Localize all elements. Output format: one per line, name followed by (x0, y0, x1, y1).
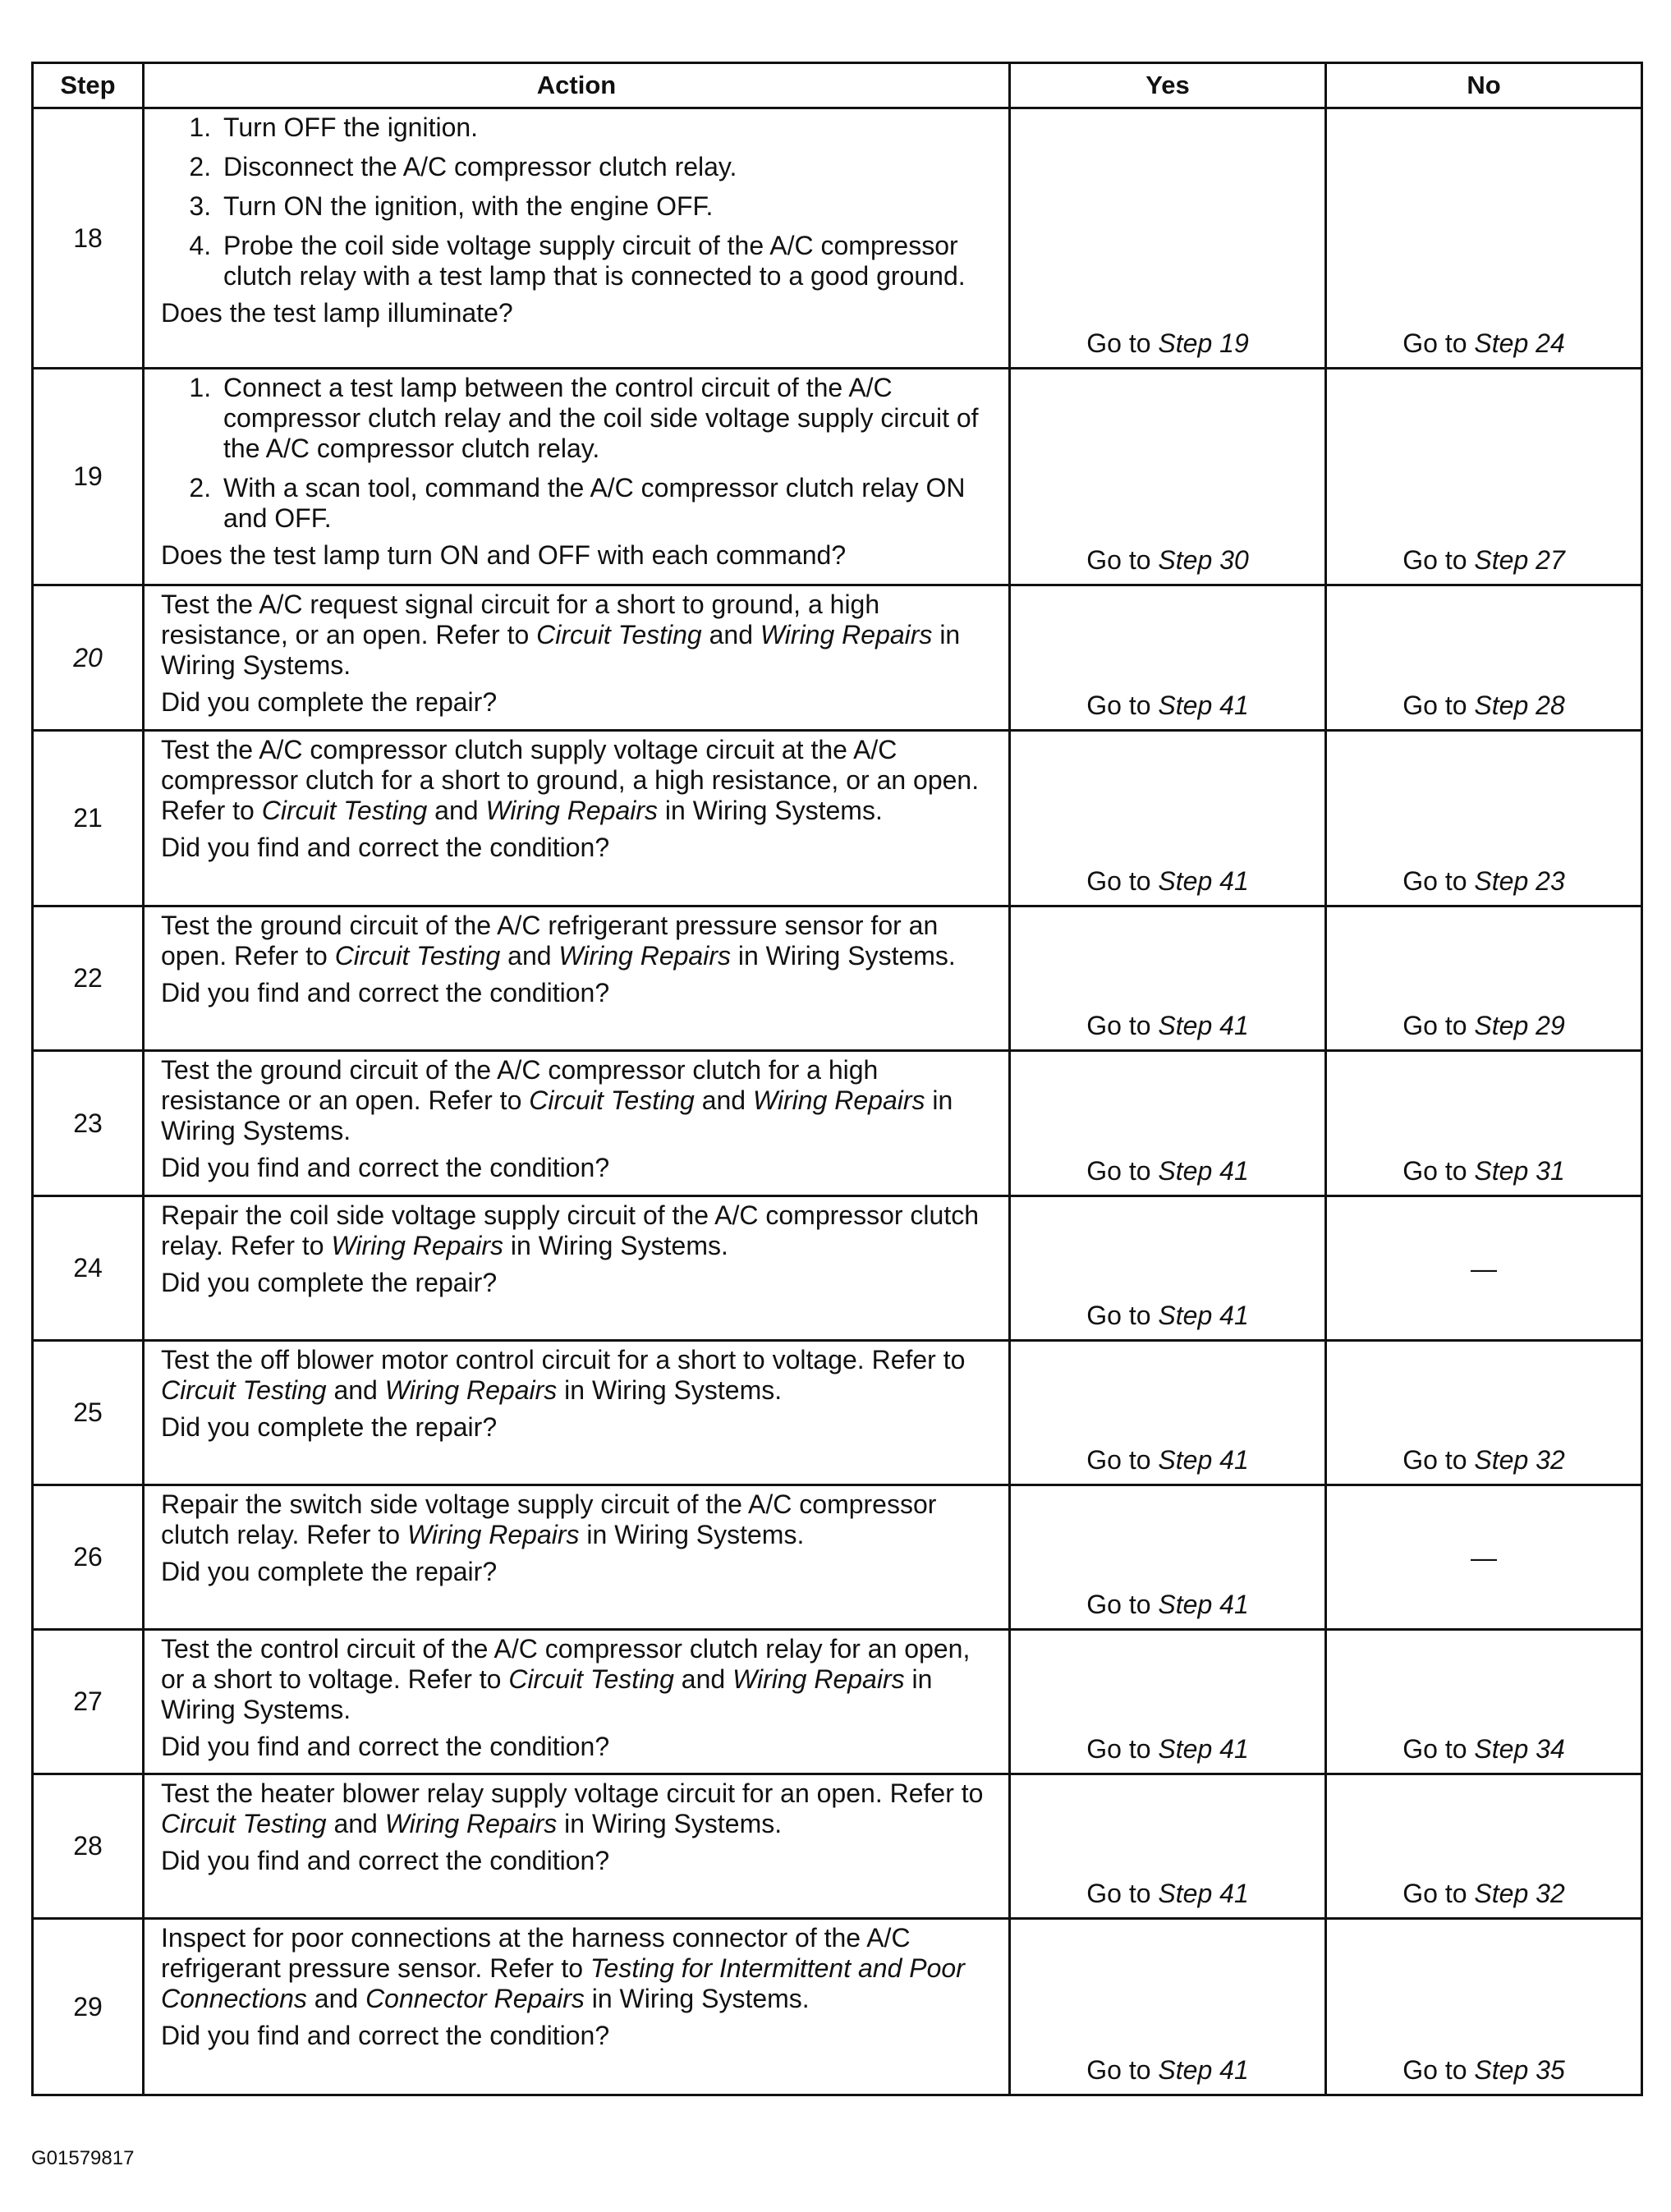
step-number: 24 (33, 1196, 144, 1341)
emphasis-text: Circuit Testing (536, 620, 702, 649)
goto-step-reference: Step 32 (1474, 1879, 1565, 1908)
goto-step-reference: Step 41 (1158, 1301, 1249, 1330)
goto-label: Go to (1086, 1156, 1159, 1186)
action-text: in Wiring Systems. (579, 1520, 805, 1549)
action-text: in Wiring Systems. (503, 1231, 728, 1260)
action-text: in Wiring Systems. (557, 1375, 783, 1405)
table-row (33, 369, 1642, 585)
action-description (161, 1200, 997, 1261)
action-text: Disconnect the A/C compressor clutch relay. (223, 152, 737, 181)
table-row (33, 585, 1642, 731)
table-row (33, 1630, 1642, 1774)
goto-label: Go to (1402, 545, 1475, 575)
action-cell (144, 1196, 1010, 1341)
no-result (1326, 906, 1642, 1051)
action-cell (144, 1485, 1010, 1630)
yes-result (1010, 1774, 1326, 1919)
action-question: Did you complete the repair? (161, 1268, 498, 1297)
emphasis-text: Wiring Repairs (485, 796, 658, 825)
yes-result (1010, 1341, 1326, 1485)
action-text: Test the control circuit of the A/C compressor clutch relay for an open, or a short to voltage. Refer to (161, 1634, 971, 1694)
no-result (1326, 369, 1642, 585)
goto-step-reference: Step 41 (1158, 2055, 1249, 2085)
no-result (1326, 585, 1642, 731)
emphasis-text: Testing for Intermittent and Poor Connections (161, 1953, 965, 2013)
action-cell (144, 585, 1010, 731)
no-result (1326, 731, 1642, 906)
yes-result (1010, 906, 1326, 1051)
action-text: and (673, 1664, 733, 1694)
goto-label: Go to (1402, 1011, 1475, 1040)
step-number: 26 (33, 1485, 144, 1630)
goto-step-reference: Step 23 (1474, 866, 1565, 896)
action-description (161, 735, 997, 826)
action-step-item (218, 152, 997, 182)
step-number: 27 (33, 1630, 144, 1774)
action-text: in Wiring Systems. (161, 1664, 933, 1724)
action-question: Did you complete the repair? (161, 1412, 498, 1442)
table-row (33, 1051, 1642, 1196)
goto-step-reference: Step 29 (1474, 1011, 1565, 1040)
action-text: With a scan tool, command the A/C compressor clutch relay ON and OFF. (223, 473, 966, 533)
emphasis-text: Circuit Testing (529, 1085, 695, 1115)
action-text: in Wiring Systems. (557, 1809, 783, 1838)
goto-label: Go to (1086, 1590, 1159, 1619)
goto-step-reference: Step 41 (1158, 1734, 1249, 1764)
goto-label: Go to (1086, 1734, 1159, 1764)
action-text: Test the A/C request signal circuit for a short to ground, a high resistance, or an open. Refer to (161, 590, 880, 649)
action-text: in Wiring Systems. (161, 1085, 953, 1145)
goto-label: Go to (1402, 2055, 1475, 2085)
step-number: 28 (33, 1774, 144, 1919)
goto-step-reference: Step 41 (1158, 1879, 1249, 1908)
step-number: 29 (33, 1919, 144, 2095)
no-result (1326, 1774, 1642, 1919)
yes-result (1010, 1485, 1326, 1630)
action-question: Did you find and correct the condition? (161, 1153, 610, 1182)
step-number: 19 (33, 369, 144, 585)
action-steps-list (161, 112, 997, 291)
action-text: Repair the coil side voltage supply circuit of the A/C compressor clutch relay. Refer to (161, 1200, 980, 1260)
table-row (33, 1919, 1642, 2095)
action-question: Did you find and correct the condition? (161, 2021, 610, 2050)
emphasis-text: Circuit Testing (261, 796, 428, 825)
action-question: Does the test lamp turn ON and OFF with each command? (161, 540, 847, 570)
action-text: Test the off blower motor control circuit for a short to voltage. Refer to (161, 1345, 966, 1374)
action-description (161, 1923, 997, 2014)
table-body (33, 108, 1642, 2095)
action-step-item (218, 112, 997, 143)
action-description (161, 1055, 997, 1146)
action-description (161, 911, 997, 971)
goto-label: Go to (1402, 866, 1475, 896)
action-step-item (218, 373, 997, 464)
yes-result (1010, 585, 1326, 731)
goto-label: Go to (1086, 1445, 1159, 1475)
emphasis-text: Wiring Repairs (406, 1520, 580, 1549)
diagnostic-table (31, 62, 1643, 2096)
no-result (1326, 1485, 1642, 1630)
goto-step-reference: Step 41 (1158, 691, 1249, 720)
yes-result (1010, 1919, 1326, 2095)
action-question: Did you complete the repair? (161, 687, 498, 717)
goto-step-reference: Step 35 (1474, 2055, 1565, 2085)
emphasis-text: Connector Repairs (365, 1984, 585, 2013)
action-description (161, 1634, 997, 1725)
table-row (33, 906, 1642, 1051)
action-cell (144, 1630, 1010, 1774)
goto-step-reference: Step 41 (1158, 1011, 1249, 1040)
goto-step-reference: Step 32 (1474, 1445, 1565, 1475)
emphasis-text: Wiring Repairs (384, 1809, 558, 1838)
header-action: Action (144, 63, 1010, 108)
no-result (1326, 1051, 1642, 1196)
table-row (33, 1485, 1642, 1630)
action-cell (144, 108, 1010, 369)
goto-step-reference: Step 30 (1158, 545, 1249, 575)
action-text: in Wiring Systems. (730, 941, 956, 971)
emphasis-text: Circuit Testing (334, 941, 501, 971)
goto-step-reference: Step 19 (1158, 328, 1249, 358)
emphasis-text: Circuit Testing (161, 1809, 327, 1838)
action-text: Turn ON the ignition, with the engine OFF. (223, 191, 714, 221)
action-text: Repair the switch side voltage supply circuit of the A/C compressor clutch relay. Refer to (161, 1489, 937, 1549)
goto-step-reference: Step 24 (1474, 328, 1565, 358)
action-question: Did you find and correct the condition? (161, 833, 610, 862)
action-question: Does the test lamp illuminate? (161, 298, 513, 328)
goto-step-reference: Step 31 (1474, 1156, 1565, 1186)
step-number: 25 (33, 1341, 144, 1485)
goto-label: Go to (1086, 691, 1159, 720)
action-question: Did you find and correct the condition? (161, 978, 610, 1007)
no-result (1326, 1196, 1642, 1341)
goto-label: Go to (1086, 2055, 1159, 2085)
action-step-item (218, 473, 997, 534)
action-question: Did you find and correct the condition? (161, 1846, 610, 1875)
goto-label: Go to (1402, 691, 1475, 720)
action-text: and (701, 620, 760, 649)
table-row (33, 1196, 1642, 1341)
goto-step-reference: Step 34 (1474, 1734, 1565, 1764)
action-question: Did you complete the repair? (161, 1557, 498, 1586)
goto-label: Go to (1086, 328, 1159, 358)
action-step-item (218, 231, 997, 291)
goto-label: Go to (1086, 545, 1159, 575)
goto-label: Go to (1086, 866, 1159, 896)
action-step-item (218, 191, 997, 222)
yes-result (1010, 369, 1326, 585)
action-text: Inspect for poor connections at the harness connector of the A/C refrigerant pressure sensor. Refer to (161, 1923, 911, 1983)
header-step: Step (33, 63, 144, 108)
action-text: and (306, 1984, 366, 2013)
action-text: Connect a test lamp between the control circuit of the A/C compressor clutch relay and the coil side voltage supply circuit of the A/C compressor clutch relay. (223, 373, 979, 463)
action-cell (144, 369, 1010, 585)
action-cell (144, 731, 1010, 906)
goto-label: Go to (1402, 1445, 1475, 1475)
action-cell (144, 1919, 1010, 2095)
action-description (161, 1345, 997, 1406)
header-row (33, 63, 1642, 108)
not-applicable-dash: — (1471, 1542, 1497, 1572)
action-text: in Wiring Systems. (658, 796, 883, 825)
goto-step-reference: Step 27 (1474, 545, 1565, 575)
yes-result (1010, 108, 1326, 369)
action-text: Test the heater blower relay supply voltage circuit for an open. Refer to (161, 1778, 984, 1808)
table-row (33, 1774, 1642, 1919)
emphasis-text: Wiring Repairs (558, 941, 731, 971)
action-text: and (326, 1375, 385, 1405)
goto-label: Go to (1086, 1011, 1159, 1040)
no-result (1326, 108, 1642, 369)
header-no: No (1326, 63, 1642, 108)
yes-result (1010, 1196, 1326, 1341)
goto-label: Go to (1086, 1301, 1159, 1330)
yes-result (1010, 1051, 1326, 1196)
action-text: Probe the coil side voltage supply circuit of the A/C compressor clutch relay with a test lamp that is connected to a good ground. (223, 231, 966, 291)
table-row (33, 108, 1642, 369)
goto-step-reference: Step 41 (1158, 1156, 1249, 1186)
goto-step-reference: Step 28 (1474, 691, 1565, 720)
goto-label: Go to (1402, 1879, 1475, 1908)
goto-step-reference: Step 41 (1158, 866, 1249, 896)
action-text: in Wiring Systems. (161, 620, 961, 680)
action-text: and (326, 1809, 385, 1838)
step-number: 22 (33, 906, 144, 1051)
action-text: Test the ground circuit of the A/C compressor clutch for a high resistance or an open. Refer to (161, 1055, 879, 1115)
action-description (161, 1489, 997, 1550)
action-text: Test the ground circuit of the A/C refrigerant pressure sensor for an open. Refer to (161, 911, 939, 971)
action-cell (144, 906, 1010, 1051)
table-row (33, 731, 1642, 906)
action-text: and (427, 796, 486, 825)
action-text: Test the A/C compressor clutch supply voltage circuit at the A/C compressor clutch for a short to ground, a high resistance, or an open. Refer to (161, 735, 980, 825)
goto-step-reference: Step 41 (1158, 1445, 1249, 1475)
table-row (33, 1341, 1642, 1485)
action-text: and (500, 941, 559, 971)
action-cell (144, 1051, 1010, 1196)
emphasis-text: Circuit Testing (508, 1664, 674, 1694)
action-description (161, 1778, 997, 1839)
document-id: G01579817 (31, 2147, 135, 2169)
emphasis-text: Wiring Repairs (760, 620, 933, 649)
action-cell (144, 1774, 1010, 1919)
emphasis-text: Wiring Repairs (331, 1231, 504, 1260)
no-result (1326, 1919, 1642, 2095)
action-question: Did you find and correct the condition? (161, 1732, 610, 1761)
yes-result (1010, 731, 1326, 906)
emphasis-text: Wiring Repairs (384, 1375, 558, 1405)
action-text: in Wiring Systems. (584, 1984, 810, 2013)
goto-label: Go to (1402, 1734, 1475, 1764)
emphasis-text: Wiring Repairs (752, 1085, 925, 1115)
action-cell (144, 1341, 1010, 1485)
action-text: Turn OFF the ignition. (223, 112, 479, 142)
step-number: 20 (33, 585, 144, 731)
emphasis-text: Circuit Testing (161, 1375, 327, 1405)
yes-result (1010, 1630, 1326, 1774)
goto-step-reference: Step 41 (1158, 1590, 1249, 1619)
action-text: and (694, 1085, 753, 1115)
goto-label: Go to (1402, 328, 1475, 358)
not-applicable-dash: — (1471, 1253, 1497, 1283)
goto-label: Go to (1086, 1879, 1159, 1908)
action-description (161, 590, 997, 681)
goto-label: Go to (1402, 1156, 1475, 1186)
emphasis-text: Wiring Repairs (732, 1664, 905, 1694)
no-result (1326, 1630, 1642, 1774)
no-result (1326, 1341, 1642, 1485)
step-number: 21 (33, 731, 144, 906)
step-number: 18 (33, 108, 144, 369)
step-number: 23 (33, 1051, 144, 1196)
action-steps-list (161, 373, 997, 534)
header-yes: Yes (1010, 63, 1326, 108)
